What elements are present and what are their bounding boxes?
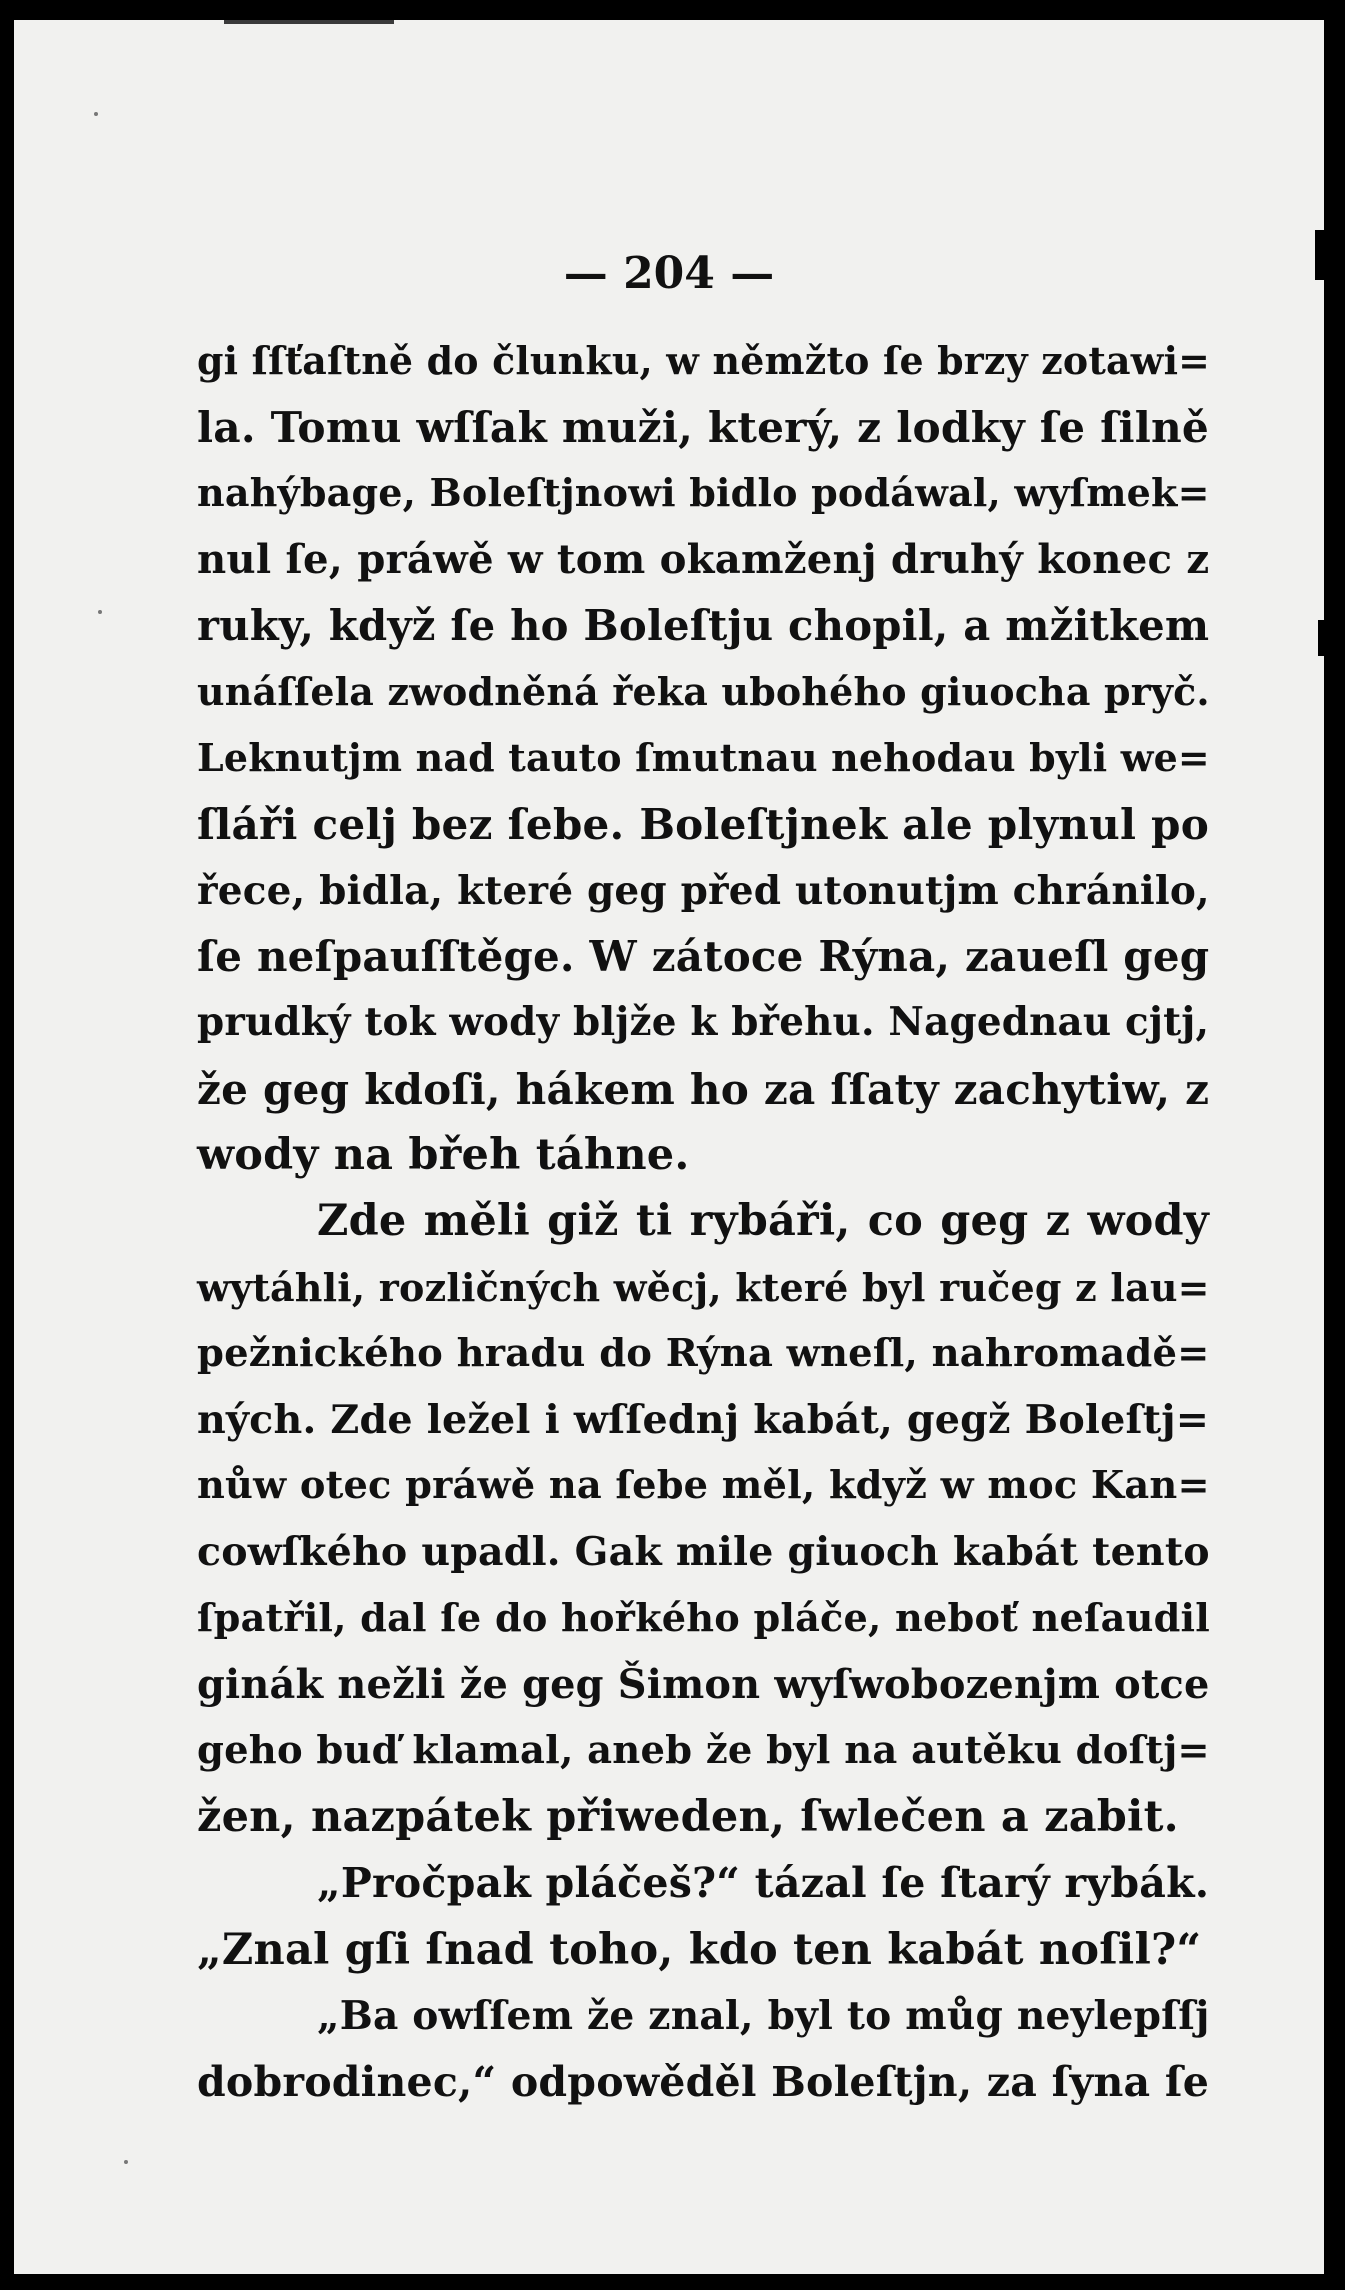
text-line: pežnického hradu do Rýna wneſl, nahromadě= bbox=[197, 1330, 1210, 1376]
body-text bbox=[197, 328, 1209, 2115]
text-line: unáſſela zwodněná řeka ubohého giuocha pryč. bbox=[197, 668, 1210, 714]
dialogue-line: „Znal gſi ſnad toho, kdo ten kabát noſil?“ bbox=[197, 1924, 1202, 1975]
paragraph-start-line: Zde měli giž ti rybáři, co geg z wody bbox=[317, 1196, 1209, 1247]
text-line: řece, bidla, které geg před utonutjm chránilo, bbox=[197, 867, 1210, 914]
paragraph-end-line: žen, nazpátek přiweden, ſwlečen a zabit. bbox=[197, 1792, 1179, 1843]
text-line: Leknutjm nad tauto ſmutnau nehodau byli we= bbox=[197, 735, 1210, 781]
text-line: nul ſe, práwě w tom okamženj druhý konec z bbox=[197, 535, 1210, 583]
text-line: ginák nežli že geg Šimon wyſwobozenjm otce bbox=[197, 1661, 1210, 1708]
text-line: prudký tok wody bljže k břehu. Nagednau cjtj, bbox=[197, 999, 1210, 1045]
text-line: ruky, když ſe ho Boleſtju chopil, a mžitkem bbox=[197, 600, 1210, 650]
text-line: nahýbage, Boleſtjnowi bidlo podáwal, wyſmek= bbox=[197, 470, 1210, 516]
book-page bbox=[14, 20, 1324, 2274]
scan-edge-mark bbox=[224, 20, 394, 24]
text-line: geho buď klamal, aneb že byl na autěku doſtj= bbox=[197, 1727, 1210, 1773]
text-line: wytáhli, rozličných wěcj, které byl ručeg z lau= bbox=[197, 1264, 1210, 1310]
text-line: gi ſſťaſtně do člunku, w němžto ſe brzy zotawi= bbox=[197, 338, 1211, 383]
scan-edge-mark bbox=[1318, 620, 1324, 656]
text-line: cowſkého upadl. Gak mile giuoch kabát tento bbox=[197, 1529, 1210, 1576]
paper-speck bbox=[98, 610, 102, 614]
paper-speck bbox=[94, 112, 98, 116]
page-number: — 204 — bbox=[563, 248, 775, 299]
text-line: že geg kdoſi, hákem ho za ſſaty zachytiw, z bbox=[197, 1064, 1210, 1115]
text-line: dobrodinec,“ odpowěděl Boleſtjn, za ſyna ſe bbox=[197, 2056, 1210, 2106]
paper-speck bbox=[124, 2160, 128, 2164]
text-line: ných. Zde ležel i wſſednj kabát, gegž Boleſtj= bbox=[197, 1397, 1210, 1443]
text-line: la. Tomu wſſak muži, který, z lodky ſe ſilně bbox=[197, 402, 1210, 453]
dialogue-line: „Pročpak pláčeš?“ tázal ſe ſtarý rybák. bbox=[317, 1858, 1210, 1908]
text-line: nůw otec práwě na ſebe měl, když w moc Kan= bbox=[197, 1463, 1210, 1509]
text-line: ſpatřil, dal ſe do hořkého pláče, neboť neſaudil bbox=[197, 1595, 1210, 1641]
paragraph-end-line: wody na břeh táhne. bbox=[197, 1130, 690, 1181]
text-line: ſláři celj bez ſebe. Boleſtjnek ale plynul po bbox=[197, 799, 1209, 850]
text-line: ſe neſpauſſtěge. W zátoce Rýna, zaueſl geg bbox=[197, 931, 1210, 981]
dialogue-line: „Ba owſſem že znal, byl to můg neylepſſj bbox=[317, 1992, 1210, 2039]
